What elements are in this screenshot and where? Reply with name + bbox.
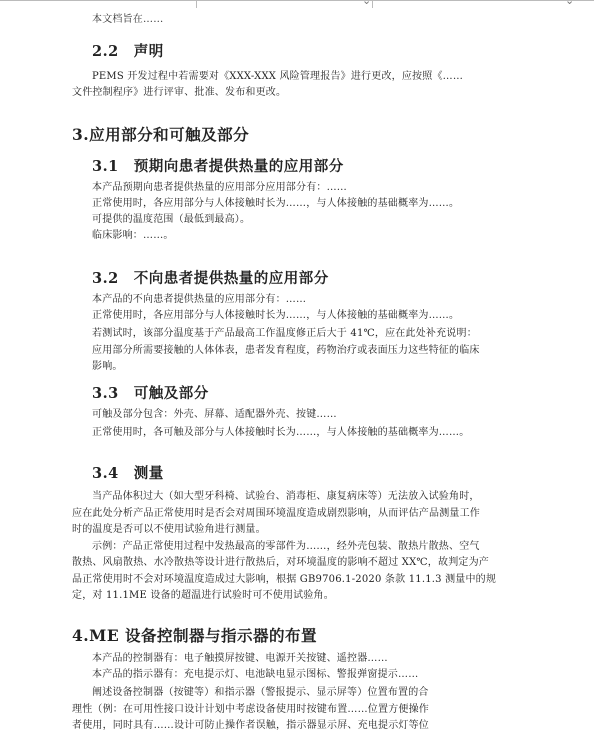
intro-line: 本文档旨在……: [92, 14, 164, 25]
paragraph-line: 应在此处分析产品正常使用时是否会对周围环境温度造成剧烈影响，从而评估产品测量工作: [72, 508, 480, 519]
paragraph-line: 正常使用时，各应用部分与人体接触时长为……，与人体接触的基础概率为……。: [92, 310, 460, 321]
paragraph-line: 影响。: [92, 361, 123, 372]
paragraph-line: 本产品的控制器有：电子触摸屏按键、电源开关按键、遥控器……: [92, 653, 388, 664]
section-3-1-heading: 3.1 预期向患者提供热量的应用部分: [92, 158, 344, 175]
paragraph-line: 示例：产品正常使用过程中发热最高的零部件为……，经外壳包装、散热片散热、空气: [92, 541, 480, 552]
paragraph-line: 若测试时，该部分温度基于产品最高工作温度修正后大于 41℃，应在此处补充说明：: [92, 328, 477, 339]
chevron-down-icon: ⌄: [362, 0, 372, 7]
paragraph-line: 可触及部分包含：外壳、屏幕、适配器外壳、按键……: [92, 409, 337, 420]
paragraph-line: 本产品预期向患者提供热量的应用部分应用部分有：……: [92, 182, 347, 193]
paragraph-line: 文件控制程序》进行评审、批准、发布和更改。: [72, 87, 287, 98]
section-3-4-heading: 3.4 测量: [92, 465, 164, 482]
paragraph-line: 正常使用时，各可触及部分与人体接触时长为……，与人体接触的基础概率为……。: [92, 427, 470, 438]
section-2-2-heading: 2.2 声明: [92, 43, 164, 60]
paragraph-line: 临床影响：……。: [92, 230, 174, 241]
paragraph-line: 本产品的不向患者提供热量的应用部分有：……: [92, 294, 307, 305]
section-3-2-heading: 3.2 不向患者提供热量的应用部分: [92, 270, 329, 287]
section-3-heading: 3.应用部分和可触及部分: [72, 125, 250, 144]
paragraph-line: 本产品的指示器有：充电提示灯、电池缺电显示图标、警报弹窗提示……: [92, 669, 419, 680]
paragraph-line: 定，对 11.1ME 设备的超温进行试验时可不使用试验角。: [72, 590, 334, 601]
paragraph-line: 时的温度是否可以不使用试验角进行测量。: [72, 524, 266, 535]
section-3-3-heading: 3.3 可触及部分: [92, 385, 209, 402]
paragraph-line: 正常使用时，各应用部分与人体接触时长为……，与人体接触的基础概率为……。: [92, 198, 460, 209]
paragraph-line: 者使用，同时具有……设计可防止操作者误触，指示器显示屏、充电提示灯等位: [72, 720, 429, 731]
paragraph-line: PEMS 开发过程中若需要对《XXX-XXX 风险管理报告》进行更改，应按照《……: [92, 71, 464, 82]
paragraph-line: 当产品体积过大（如大型牙科椅、试验台、消毒柜、康复病床等）无法放入试验角时，: [92, 491, 480, 502]
paragraph-line: 散热、风扇散热、水冷散热等设计进行散热后，对环境温度的影响不超过 XX℃，故判定为产: [72, 557, 490, 568]
section-4-heading: 4.ME 设备控制器与指示器的布置: [72, 626, 318, 645]
paragraph-line: 阐述设备控制器（按键等）和指示器（警报提示、显示屏等）位置布置的合: [92, 687, 429, 698]
chevron-down-icon: ⌄: [565, 0, 575, 7]
paragraph-line: 可提供的温度范围（最低到最高）。: [92, 214, 251, 225]
paragraph-line: 理性（例：在可用性接口设计计划中考虑设备使用时按键布置……位置方便操作: [72, 704, 429, 715]
paragraph-line: 品正常使用时不会对环境温度造成过大影响，根据 GB9706.1-2020 条款 11.1.3 测量中的规: [72, 574, 497, 585]
paragraph-line: 应用部分所需要接触的人体体表，患者发育程度，药物治疗或表面压力这些特征的临床: [92, 345, 480, 356]
